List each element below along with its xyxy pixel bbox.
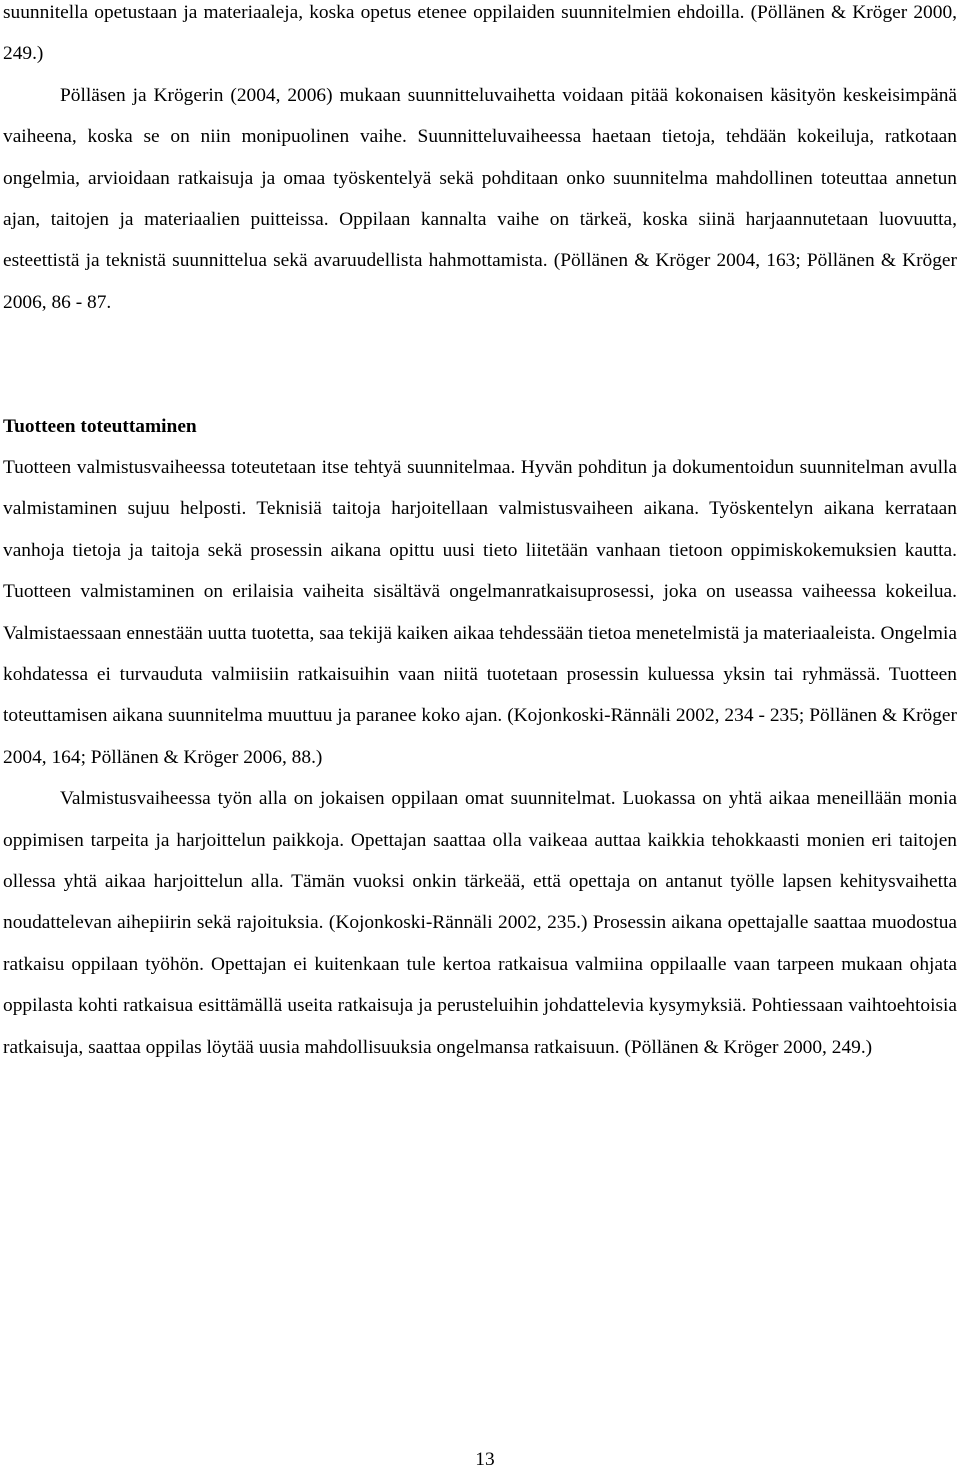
paragraph-planning-phase: Pölläsen ja Krögerin (2004, 2006) mukaan suunnitteluvaihetta voidaan pitää kokonaisen käsityön keskeisimpänä vaiheena, koska se on niin monipuolinen vaihe. Suunnitteluvaiheessa haetaan tietoja, tehdään kokeiluja, ratkotaan ongelmia, arvioidaan ratkaisuja ja omaa työskentelyä sekä pohditaan onko suunnitelma mahdollinen toteuttaa annetun ajan, taitojen ja materiaalien puitteissa. Oppilaan kannalta vaihe on tärkeä, koska siinä harjaannutetaan luovuutta, esteettistä ja teknistä suunnittelua sekä avaruudellista hahmottamista. (Pöllänen & Kröger 2004, 163; Pöllänen & Kröger 2006, 86 - 87. — [3, 84, 957, 313]
section-heading: Tuotteen toteuttaminen — [3, 416, 197, 437]
paragraph-manufacturing: Valmistusvaiheessa työn alla on jokaisen oppilaan omat suunnitelmat. Luokassa on yhtä aikaa meneillään monia oppimisen tarpeita ja harjoittelun paikkoja. Opettajan saattaa olla vaikeaa auttaa kaikkia tehokkaasti monien eri taitojen ollessa yhtä aikaa harjoittelun alla. Tämän vuoksi onkin tärkeää, että opettaja on antanut työlle lapsen kehitysvaihetta noudattelevan aihepiirin sekä rajoituksia. (Kojonkoski-Rännäli 2002, 235.) Prosessin aikana opettajalle saattaa muodostua ratkaisu oppilaan työhön. Opettajan ei kuitenkaan tule kertoa ratkaisua valmiina oppilaalle vaan tarpeen mukaan ohjata oppilasta kohti ratkaisua esittämällä useita ratkaisuja ja perusteluihin johdattelevia kysymyksiä. Pohtiessaan vaihtoehtoisia ratkaisuja, saattaa oppilas löytää uusia mahdollisuuksia ongelmansa ratkaisuun. (Pöllänen & Kröger 2000, 249.) — [3, 788, 957, 1058]
paragraph-production-phase: Tuotteen valmistusvaiheessa toteutetaan itse tehtyä suunnitelmaa. Hyvän pohditun ja dokumentoidun suunnitelman avulla valmistaminen sujuu helposti. Teknisiä taitoja harjoitellaan valmistusvaiheen aikana. Työskentelyn aikana kerrataan vanhoja tietoja ja taitoja sekä prosessin aikana opittu uusi tieto liitetään vanhaan tietoon oppimiskokemuksien kautta. Tuotteen valmistaminen on erilaisia vaiheita sisältävä ongelmanratkaisuprosessi, joka on useassa vaiheessa kokeilua. Valmistaessaan ennestään uutta tuotetta, saa tekijä kaiken aikaa tehdessään tietoa menetelmistä ja materiaaleista. Ongelmia kohdatessa ei turvauduta valmiisiin ratkaisuihin vaan niitä tuotetaan prosessin kuluessa yksin tai ryhmässä. Tuotteen toteuttamisen aikana suunnitelma muuttuu ja paranee koko ajan. (Kojonkoski-Rännäli 2002, 234 - 235; Pöllänen & Kröger 2004, 164; Pöllänen & Kröger 2006, 88.) — [3, 457, 957, 768]
text-block-planning — [3, 0, 957, 323]
text-block-production — [3, 447, 957, 1068]
paragraph-continuation: suunnitella opetustaan ja materiaaleja, koska opetus etenee oppilaiden suunnitelmien ehdoilla. (Pöllänen & Kröger 2000, 249.) — [3, 2, 957, 65]
page-number: 13 — [475, 1449, 495, 1470]
